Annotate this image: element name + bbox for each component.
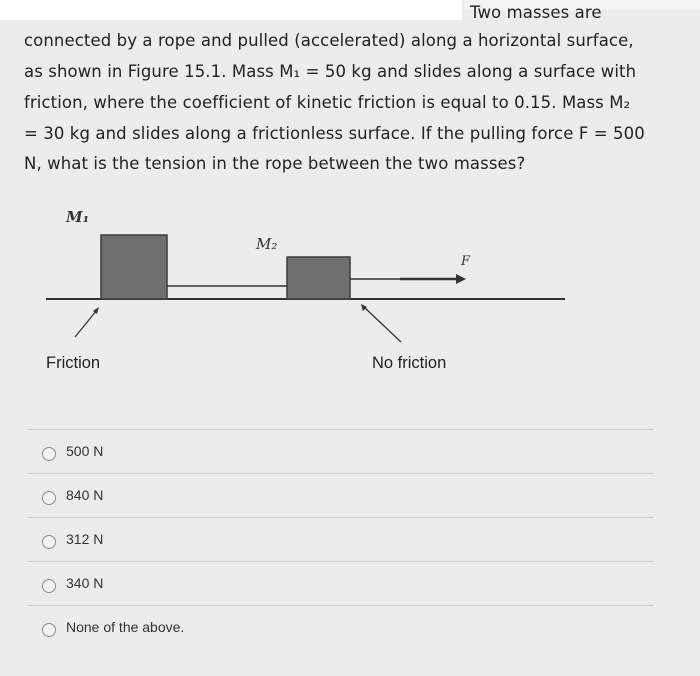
option-label: 840 N <box>66 487 104 503</box>
option-label: 312 N <box>66 531 104 547</box>
option-label: 340 N <box>66 575 104 591</box>
option-row[interactable] <box>28 561 654 606</box>
question-line-4: friction, where the coefficient of kinetic friction is equal to 0.15. Mass M₂ <box>24 93 631 112</box>
option-row[interactable] <box>28 473 654 518</box>
m1-label: M₁ <box>66 208 90 226</box>
question-line-2: connected by a rope and pulled (accelerated) along a horizontal surface, <box>24 31 634 50</box>
radio-button[interactable] <box>42 535 56 549</box>
mass-m2-block <box>287 257 350 299</box>
radio-button[interactable] <box>42 447 56 461</box>
option-row[interactable] <box>28 605 654 650</box>
radio-button[interactable] <box>42 579 56 593</box>
no-friction-pointer <box>365 308 401 342</box>
force-label: F <box>461 254 471 269</box>
radio-button[interactable] <box>42 491 56 505</box>
m2-label: M₂ <box>256 235 278 253</box>
mass-m1-block <box>101 235 167 299</box>
radio-button[interactable] <box>42 623 56 637</box>
no-friction-pointer-head <box>361 304 367 311</box>
question-line-3: as shown in Figure 15.1. Mass M₁ = 50 kg and slides along a surface with <box>24 62 637 81</box>
no-friction-label: No friction <box>372 354 447 372</box>
friction-label: Friction <box>46 354 101 372</box>
question-line-1: Two masses are <box>470 3 602 22</box>
option-row[interactable] <box>28 429 654 474</box>
friction-pointer <box>75 310 97 337</box>
force-arrow-head <box>456 274 466 284</box>
option-label: 500 N <box>66 443 104 459</box>
question-line-6: N, what is the tension in the rope between the two masses? <box>24 154 526 173</box>
option-label: None of the above. <box>66 619 185 635</box>
top-white-mask <box>0 0 462 20</box>
question-line-5: = 30 kg and slides along a frictionless surface. If the pulling force F = 500 <box>24 124 645 143</box>
figure-diagram <box>0 190 700 390</box>
option-row[interactable] <box>28 517 654 562</box>
